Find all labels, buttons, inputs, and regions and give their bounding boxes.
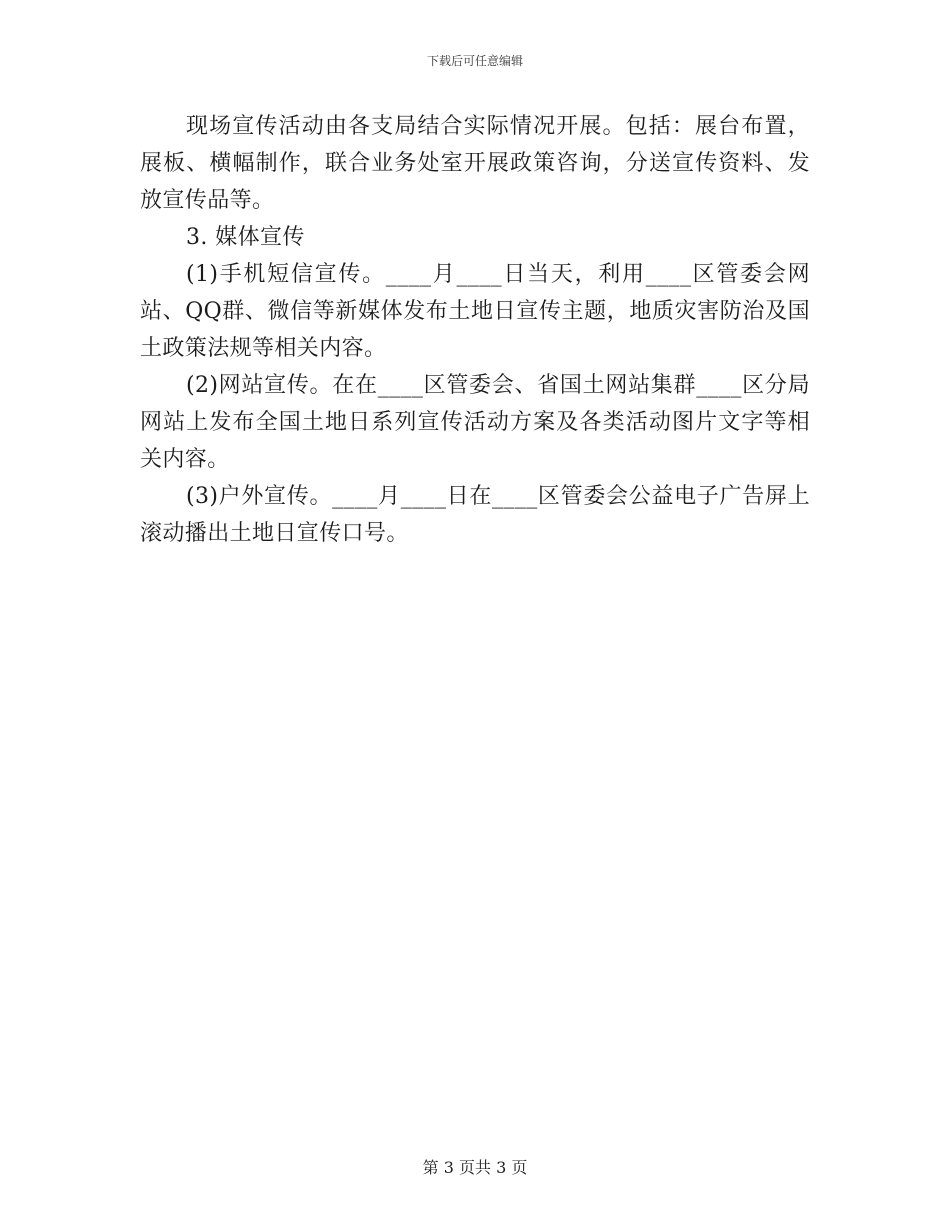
paragraph-sms-publicity: (1)手机短信宣传。____月____日当天，利用____区管委会网站、QQ群、微信等新媒体发布土地日宣传主题，地质灾害防治及国土政策法规等相关内容。 — [140, 262, 810, 361]
paragraph-outdoor-publicity: (3)户外宣传。____月____日在____区管委会公益电子广告屏上滚动播出土地日宣传口号。 — [140, 484, 810, 546]
paragraph-website-publicity: (2)网站宣传。在在____区管委会、省国土网站集群____区分局网站上发布全国土地日系列宣传活动方案及各类活动图片文字等相关内容。 — [140, 373, 810, 472]
section-heading-media-publicity: 3. 媒体宣传 — [186, 225, 305, 250]
page-header: 下载后可任意编辑 — [426, 54, 523, 68]
page-number-footer: 第 3 页共 3 页 — [422, 1158, 528, 1177]
document-body — [140, 108, 810, 552]
paragraph-onsite-activities: 现场宣传活动由各支局结合实际情况开展。包括：展台布置，展板、横幅制作，联合业务处室开展政策咨询，分送宣传资料、发放宣传品等。 — [140, 114, 810, 213]
